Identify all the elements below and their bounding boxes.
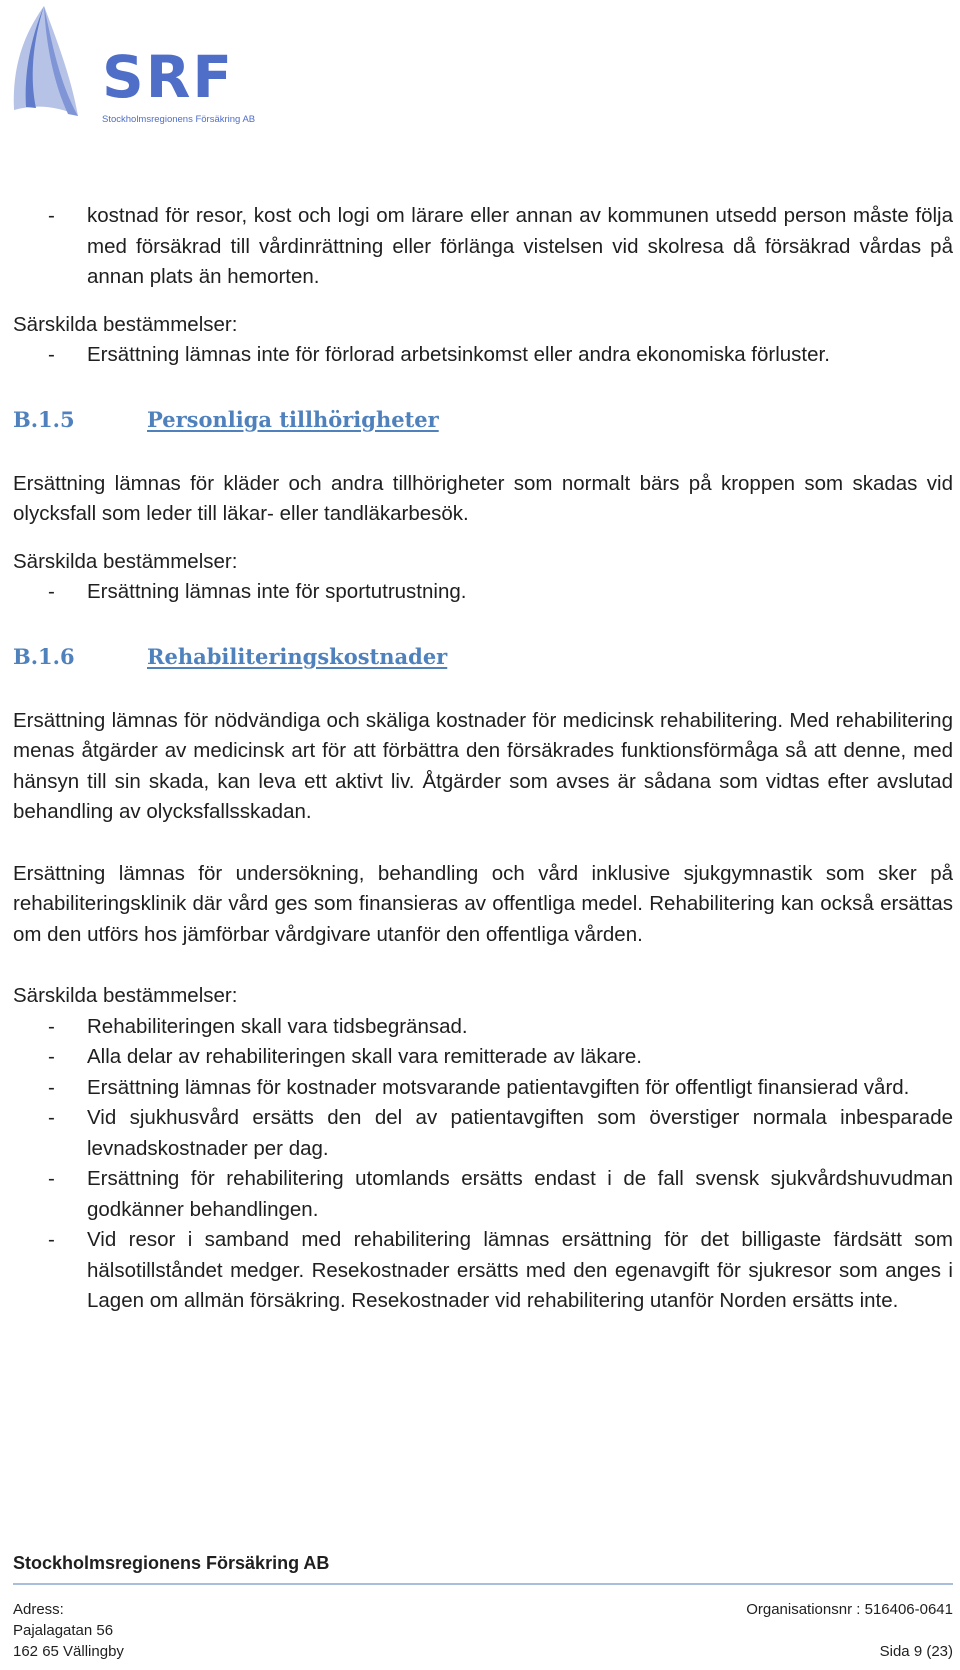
- spacer: [13, 530, 953, 547]
- list-item-text: Ersättning lämnas inte för förlorad arbetsinkomst eller andra ekonomiska förluster.: [87, 343, 830, 366]
- special-provisions-label: Särskilda bestämmelser:: [13, 984, 238, 1007]
- list-item-text: Vid resor i samband med rehabilitering lämnas ersättning för det billigaste färdsätt som hälsotillståndet medger. Resekostnader ersätts med den egenavgift för sjukresor som anges i Lagen om allmän försäkring. Resekostnader vid rehabilitering utanför Norden ersätts inte.: [87, 1228, 953, 1312]
- footer-org-number: Organisationsnr : 516406-0641: [746, 1601, 953, 1618]
- dash-bullet: -: [48, 1167, 55, 1190]
- footer-row-3: [13, 1643, 953, 1660]
- spacer: [13, 371, 953, 402]
- section-number: B.1.5: [13, 406, 75, 432]
- list-item-text: Ersättning för rehabilitering utomlands ersätts endast i de fall svensk sjukvårdshuvudman godkänner behandlingen.: [87, 1167, 953, 1221]
- dash-list: [13, 340, 953, 371]
- list-item: [13, 1073, 953, 1104]
- document-body: [13, 201, 953, 1317]
- dash-bullet: -: [48, 204, 55, 227]
- list-item-text: Vid sjukhusvård ersätts den del av patientavgiften som överstiger normala inbesparade levnadskostnader per dag.: [87, 1106, 953, 1160]
- list-item: [13, 201, 953, 293]
- paragraph: Ersättning lämnas för undersökning, behandling och vård inklusive sjukgymnastik som sker på rehabiliteringsklinik där vård ges som finansieras av offentliga medel. Rehabilitering kan också ersättas om den utförs hos jämförbar vårdgivare utanför den offentliga vården.: [13, 861, 953, 946]
- section-heading: [13, 639, 953, 675]
- footer-row-2: [13, 1622, 953, 1639]
- company-logo: [6, 4, 266, 128]
- dash-bullet: -: [48, 1106, 55, 1129]
- logo-wordmark: SRF: [102, 43, 235, 111]
- list-item: [13, 340, 953, 371]
- dash-list: [13, 201, 953, 293]
- spacer: [13, 608, 953, 639]
- section-title: Rehabiliteringskostnader: [147, 643, 448, 669]
- footer-postal: 162 65 Vällingby: [13, 1643, 124, 1660]
- dash-list: [13, 577, 953, 608]
- footer-address-label: Adress:: [13, 1601, 64, 1618]
- list-item: [13, 1164, 953, 1225]
- section-title: Personliga tillhörigheter: [147, 406, 439, 432]
- paragraph: Ersättning lämnas för nödvändiga och skäliga kostnader för medicinsk rehabilitering. Med rehabilitering menas åtgärder av medicinsk art för att förbättra den försäkrades funktionsförmåga så att denne, med hänsyn till sin skada, kan leva ett aktivt liv. Åtgärder som avses är sådana som vidtas efter avslutad behandling av olycksfallsskadan.: [13, 708, 953, 823]
- logo-subtitle: Stockholmsregionens Försäkring AB: [102, 114, 256, 125]
- section-heading: [13, 402, 953, 438]
- paragraph: Ersättning lämnas för kläder och andra tillhörigheter som normalt bärs på kroppen som skadas vid olycksfall som leder till läkar- eller tandläkarbesök.: [13, 471, 953, 525]
- spacer: [13, 675, 953, 706]
- list-item: [13, 1103, 953, 1164]
- list-item-text: Ersättning lämnas för kostnader motsvarande patientavgiften för offentligt finansierad vård.: [87, 1075, 910, 1099]
- dash-bullet: -: [48, 1014, 55, 1038]
- list-item: [13, 1225, 953, 1317]
- footer-street: Pajalagatan 56: [13, 1622, 114, 1639]
- footer-company: Stockholmsregionens Försäkring AB: [13, 1553, 330, 1573]
- dash-list: [13, 1012, 953, 1317]
- list-item-text: kostnad för resor, kost och logi om lärare eller annan av kommunen utsedd person måste följa med försäkrad till vårdinrättning eller förlänga vistelsen vid skolresa då försäkrad vårdas på annan plats än hemorten.: [87, 204, 953, 288]
- list-item-text: Alla delar av rehabiliteringen skall vara remitterade av läkare.: [87, 1045, 642, 1068]
- section-number: B.1.6: [13, 643, 75, 669]
- list-item: [13, 577, 953, 608]
- footer-row-1: [13, 1601, 953, 1618]
- dash-bullet: -: [48, 1045, 55, 1068]
- list-item: [13, 1042, 953, 1073]
- special-provisions-label: Särskilda bestämmelser:: [13, 312, 238, 336]
- sail-logo-icon: [6, 4, 106, 128]
- spacer: [13, 293, 953, 310]
- dash-bullet: -: [48, 343, 55, 366]
- special-provisions-label: Särskilda bestämmelser:: [13, 549, 238, 573]
- spacer: [13, 438, 953, 469]
- list-item-text: Rehabiliteringen skall vara tidsbegränsad.: [87, 1014, 468, 1038]
- spacer: [13, 950, 953, 981]
- list-item: [13, 1012, 953, 1043]
- dash-bullet: -: [48, 1075, 55, 1099]
- dash-bullet: -: [48, 1228, 55, 1251]
- spacer: [13, 828, 953, 859]
- footer-page-number: Sida 9 (23): [879, 1643, 953, 1660]
- list-item-text: Ersättning lämnas inte för sportutrustning.: [87, 580, 467, 603]
- footer-divider: [13, 1583, 953, 1585]
- dash-bullet: -: [48, 580, 55, 603]
